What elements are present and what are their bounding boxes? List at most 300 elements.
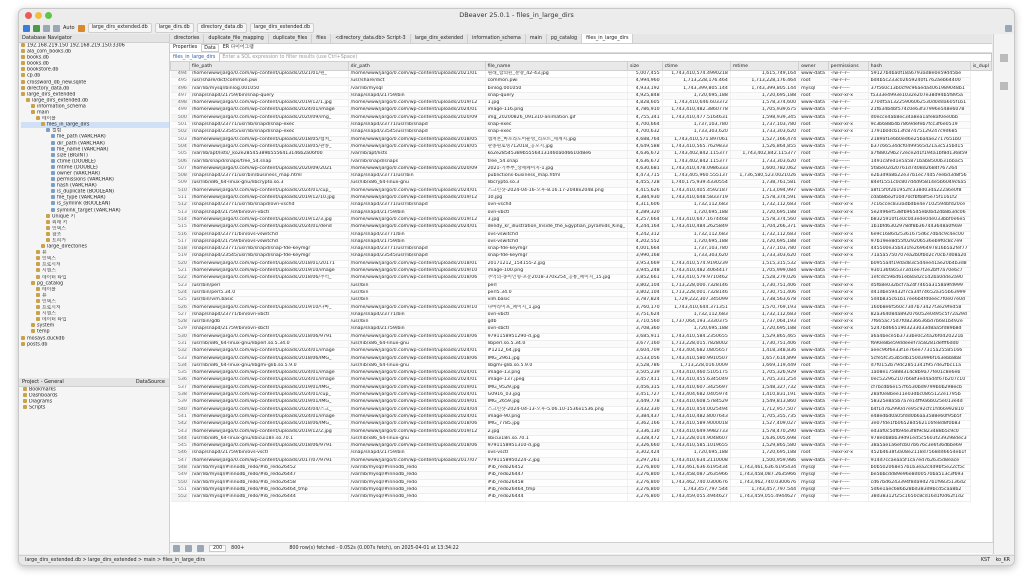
- table-cell[interactable]: 71a5a5750707ea2b0fb02c70cb7d08a20: [868, 253, 970, 260]
- table-cell[interactable]: -rwxr-xr-x: [828, 202, 868, 209]
- table-row[interactable]: [171, 275, 992, 282]
- table-cell[interactable]: -rw-r--r--: [828, 421, 868, 428]
- table-cell[interactable]: -rwxr-xr-x: [828, 289, 868, 296]
- table-cell[interactable]: cd67bd6243394f8da9d27b1f9835136d2: [868, 479, 970, 486]
- table-cell[interactable]: /home/www/jargo/0.com/wp-content/uploads/2024/01: [348, 187, 485, 194]
- table-cell[interactable]: 1,733,303,620: [730, 253, 798, 260]
- table-cell[interactable]: www-data: [799, 224, 829, 231]
- table-cell[interactable]: /home/www/jargo/0.com/wp-content/uploads/2020/09: [348, 165, 485, 172]
- table-cell[interactable]: 1,743,410,482.8007643: [662, 413, 730, 420]
- table-cell[interactable]: /usr/bin/perl5.34.0: [189, 289, 348, 296]
- table-cell[interactable]: 1,743,410,574.9190239: [662, 260, 730, 267]
- table-cell[interactable]: /snap/snapd/21759/bin: [348, 326, 485, 333]
- column-header-file-name[interactable]: file_name: [485, 62, 627, 71]
- table-cell[interactable]: d7f0152b79dc2851341f957de2fbc11a: [868, 362, 970, 369]
- table-cell[interactable]: 59127b4ba0f18a6793ad8e0e59d45be: [868, 71, 970, 78]
- table-cell[interactable]: /home/www/jargo/0.com/wp-content/uploads/2019/10/다마_: [189, 304, 348, 311]
- table-cell[interactable]: 6e9c1686d25361675d6c7db4c9c4ec00: [868, 231, 970, 238]
- table-cell[interactable]: www-data: [799, 348, 829, 355]
- table-cell[interactable]: /snap/snapd/23771/bin/ovs-vswitchd: [189, 231, 348, 238]
- table-cell[interactable]: 1,526,864,855: [730, 143, 798, 150]
- table-cell[interactable]: -rw-r--r--: [828, 136, 868, 143]
- table-cell[interactable]: 9791158951290-d.jpg: [485, 333, 627, 340]
- table-cell[interactable]: 3,297,261: [627, 457, 662, 464]
- table-cell[interactable]: 1,743,410,571.897061: [662, 136, 730, 143]
- table-cell[interactable]: /home/www/jargo/0.com/wp-content/uploads/2019/01/IMG_: [189, 399, 348, 406]
- table-cell[interactable]: /home/www/jargo/0.com/wp-content/uploads/2017/07/9791: [189, 457, 348, 464]
- table-cell[interactable]: 4,630,681: [627, 165, 662, 172]
- table-cell[interactable]: /home/www/jargo/0.com/wp-content/uploads/2024/01/image: [189, 370, 348, 377]
- table-cell[interactable]: www-data: [799, 399, 829, 406]
- table-cell[interactable]: /home/www/jargo/0.com/wp-content/uploads/2024/04: [348, 406, 485, 413]
- table-cell[interactable]: /usr/share/dict/common.pwi: [189, 78, 348, 85]
- table-row[interactable]: [171, 92, 992, 99]
- table-cell[interactable]: /var/lib/apt/lists: [348, 151, 485, 158]
- table-cell[interactable]: www-data: [799, 406, 829, 413]
- table-cell[interactable]: 1,528,279,026: [730, 275, 798, 282]
- table-row[interactable]: [171, 71, 992, 78]
- table-row[interactable]: [171, 377, 992, 384]
- tab-er-diagram[interactable]: ER 다이어그램: [222, 45, 254, 50]
- table-cell[interactable]: #ib_redo26444: [485, 494, 627, 501]
- table-cell[interactable]: -rwxr-xr-x: [828, 311, 868, 318]
- table-cell[interactable]: 1,733,303,620: [730, 158, 798, 165]
- table-cell[interactable]: 1,733,303,620: [730, 129, 798, 136]
- table-cell[interactable]: 1,720,695,188: [662, 92, 730, 99]
- table-cell[interactable]: /home/www/jargo/0.com/wp-content/uploads/2024/01: [348, 413, 485, 420]
- table-cell[interactable]: /home/www/jargo/0.com/wp-content/uploads/2019/12/3.jpg: [189, 216, 348, 223]
- table-cell[interactable]: 1,713,228,014.9048607: [662, 435, 730, 442]
- table-cell[interactable]: /snap/snapd/23771/usr/bin: [348, 173, 485, 180]
- table-cell[interactable]: 2.jpg: [485, 428, 627, 435]
- table-cell[interactable]: /home/www/jargo/0.com/wp-content/uploads/2019/12/2.jpg: [189, 428, 348, 435]
- table-cell[interactable]: /snap/snapd/21759/bin/snap-query: [189, 92, 348, 99]
- search-icon[interactable]: [1005, 25, 1012, 32]
- table-row[interactable]: [171, 392, 992, 399]
- table-cell[interactable]: 1,636,005,698: [730, 435, 798, 442]
- table-cell[interactable]: /snap/snapd/21759/bin/ovs-vswitchd: [189, 238, 348, 245]
- table-cell[interactable]: /var/lib/mysql/#innodb_redo: [348, 486, 485, 493]
- table-cell[interactable]: /snap/snapd/21759/bin/ovn-vbctl: [189, 209, 348, 216]
- table-cell[interactable]: -rw-r-----: [828, 479, 868, 486]
- table-cell[interactable]: 1,743,405,960.555137: [662, 173, 730, 180]
- table-cell[interactable]: /home/www/jargo/0.com/wp-content/uploads/2020/09/2021: [189, 165, 348, 172]
- editor-tab[interactable]: files: [312, 34, 331, 43]
- table-cell[interactable]: a7f88029b272ece2d1f194a1bf8d136859: [868, 151, 970, 158]
- column-header-file-path[interactable]: file_path: [189, 62, 348, 71]
- table-cell[interactable]: 1,410,831,191: [730, 392, 798, 399]
- table-cell[interactable]: /usr/lib/x86_64-linux-gnu/libicui18n.so.70.1: [189, 435, 348, 442]
- table-cell[interactable]: 5cfe5fc353b5db150d3996f163ebb8b8: [868, 355, 970, 362]
- table-cell[interactable]: 1,743,410,579.9710462: [662, 275, 730, 282]
- table-cell[interactable]: root: [799, 129, 829, 136]
- table-cell[interactable]: 1,743,459,055.4944627: [730, 494, 798, 501]
- table-cell[interactable]: 1,732,112,683: [662, 311, 730, 318]
- table-cell[interactable]: -rwxr-xr-x: [828, 253, 868, 260]
- table-row[interactable]: [171, 100, 992, 107]
- table-cell[interactable]: 1,527,166,474: [730, 136, 798, 143]
- table-cell[interactable]: 3,276,800: [627, 494, 662, 501]
- table-cell[interactable]: /home/www/jargo/0.com/wp-content/uploads/2019/10/image: [189, 268, 348, 275]
- table-cell[interactable]: 1b1bfd6302978df8b367443648a0f9a9: [868, 224, 970, 231]
- table-cell[interactable]: f690e8be59ddeeef7a58281defff6dd0: [868, 340, 970, 347]
- table-cell[interactable]: 3,449,778: [627, 399, 662, 406]
- commit-icon[interactable]: [43, 25, 50, 32]
- table-cell[interactable]: 3,276,800: [627, 465, 662, 472]
- table-row[interactable]: [171, 370, 992, 377]
- table-cell[interactable]: 1,738,761,581: [730, 180, 798, 187]
- table-cell[interactable]: mysql: [799, 494, 829, 501]
- table-row[interactable]: [171, 348, 992, 355]
- sql-editor-icon[interactable]: [33, 25, 40, 32]
- refresh-icon[interactable]: [173, 545, 180, 552]
- table-cell[interactable]: 1,743,399,805.144: [730, 85, 798, 92]
- table-cell[interactable]: /home/www/jargo/0.com/wp-content/uploads/2018/06/IMG_: [189, 421, 348, 428]
- table-cell[interactable]: 1,527,409,027: [730, 421, 798, 428]
- table-cell[interactable]: /snap/snapd/23771/bin: [348, 231, 485, 238]
- table-cell[interactable]: snap-fde-keymgr: [485, 253, 627, 260]
- table-cell[interactable]: /snap/snapd/21759/bin: [348, 238, 485, 245]
- table-cell[interactable]: /snap/snapd/23771/usr/lib/snapd/snap-fde-keymgr: [189, 246, 348, 253]
- table-cell[interactable]: 4,001,664: [627, 246, 662, 253]
- table-cell[interactable]: -rw-r--r--: [828, 384, 868, 391]
- table-cell[interactable]: 1,737,103,780: [730, 122, 798, 129]
- table-cell[interactable]: 1,720,695,188: [662, 209, 730, 216]
- table-cell[interactable]: image-137.jpeg: [485, 377, 627, 384]
- table-cell[interactable]: root: [799, 78, 829, 85]
- table-cell[interactable]: 3,533,056: [627, 355, 662, 362]
- table-row[interactable]: [171, 85, 992, 92]
- table-cell[interactable]: 추억의-종이인형-포문2018-370x254_공룡_페이지_15.jpg: [485, 275, 627, 282]
- table-cell[interactable]: -rw-r--r--: [828, 165, 868, 172]
- table-cell[interactable]: -rwxr-xr-x: [828, 92, 868, 99]
- column-header-permissions[interactable]: permissions: [828, 62, 868, 71]
- table-cell[interactable]: 82a364084a892076052e0495c5f72a29d: [868, 311, 970, 318]
- table-cell[interactable]: -rw-r--r--: [828, 428, 868, 435]
- table-cell[interactable]: 1,578,374,591: [730, 195, 798, 202]
- table-cell[interactable]: 3,456,315: [627, 384, 662, 391]
- table-cell[interactable]: -rw-r--r--: [828, 304, 868, 311]
- table-cell[interactable]: /home/www/jargo/0.com/wp-content/uploads/2019/12/1.jpg: [189, 100, 348, 107]
- table-cell[interactable]: ovn-vbctl: [485, 209, 627, 216]
- table-cell[interactable]: -rw-r--r--: [828, 333, 868, 340]
- panels-icon[interactable]: [1000, 54, 1008, 62]
- table-cell[interactable]: /home/www/jargo/0.com/wp-content/uploads/2024/01/cup_: [189, 392, 348, 399]
- table-cell[interactable]: root: [799, 319, 829, 326]
- table-cell[interactable]: www-data: [799, 421, 829, 428]
- table-row[interactable]: [171, 122, 992, 129]
- table-cell[interactable]: 1,740,175,939.4330554: [662, 180, 730, 187]
- table-cell[interactable]: img_20200826_091310-animation.gif: [485, 114, 627, 121]
- table-row[interactable]: [171, 435, 992, 442]
- table-cell[interactable]: www-data: [799, 187, 829, 194]
- table-cell[interactable]: 1,743,410,478.0986333: [662, 165, 730, 172]
- table-row[interactable]: [171, 246, 992, 253]
- table-cell[interactable]: 58325e8a5b7a7e14ff9a6b025e013e4d: [868, 399, 970, 406]
- table-cell[interactable]: /var/lib/mysql/#innodb_redo/#ib_redo26452: [189, 465, 348, 472]
- table-cell[interactable]: -rwxr-xr-x: [828, 122, 868, 129]
- column-header-is-dupl[interactable]: is_dupl: [970, 62, 991, 71]
- table-cell[interactable]: -rwxr-xr-x: [828, 326, 868, 333]
- table-cell[interactable]: f5333e4993e1032e207e38d94b5f895a: [868, 92, 970, 99]
- table-cell[interactable]: 1,743,402,842.115377: [730, 151, 798, 158]
- tree-item[interactable]: [21, 342, 169, 348]
- table-cell[interactable]: /home/www/jargo/0.com/wp-content/uploads/2024/01/cup_: [189, 187, 348, 194]
- tab-properties[interactable]: Properties: [173, 45, 198, 50]
- table-cell[interactable]: /home/www/jargo/0.com/wp-content/uploads/2024/01/image: [189, 413, 348, 420]
- table-cell[interactable]: /snap/snapd/23771/usr/lib/snapd: [348, 122, 485, 129]
- table-row[interactable]: [171, 304, 992, 311]
- table-row[interactable]: [171, 362, 992, 369]
- table-cell[interactable]: /home/www/jargo/0.com/wp-content/uploads/2018/05: [348, 143, 485, 150]
- table-cell[interactable]: /snap/snapd/23771/usr/lib/snapd/snap-exec: [189, 122, 348, 129]
- table-cell[interactable]: cf7bcdb6e157f6530bd9799b0b298ecb: [868, 384, 970, 391]
- table-cell[interactable]: 1,743,410,482.3860778: [662, 107, 730, 114]
- table-cell[interactable]: www-data: [799, 195, 829, 202]
- table-cell[interactable]: 5e2496ef538fb965d5eb0bd2db8b3dc06: [868, 209, 970, 216]
- table-cell[interactable]: 1,732,112,683: [662, 231, 730, 238]
- table-cell[interactable]: root: [799, 158, 829, 165]
- table-cell[interactable]: 1,743,410,607.3425697: [662, 384, 730, 391]
- table-cell[interactable]: 1,743,410,608.5784529: [662, 399, 730, 406]
- maximize-window-button[interactable]: [45, 12, 52, 19]
- table-cell[interactable]: 1,743,461,636.6195434: [730, 465, 798, 472]
- table-cell[interactable]: -rwxr-xr-x: [828, 238, 868, 245]
- table-cell[interactable]: mysql: [799, 479, 829, 486]
- table-row[interactable]: [171, 340, 992, 347]
- table-cell[interactable]: 1,578,374,600: [730, 100, 798, 107]
- table-cell[interactable]: 160b8e6f560c73d7b73427f3e29fed58: [868, 304, 970, 311]
- table-cell[interactable]: 0ec522962107b68f3ed4ad4f67b207c10: [868, 377, 970, 384]
- table-row[interactable]: [171, 289, 992, 296]
- table-cell[interactable]: 930136fa65373d1ee7f2e2bff7a70e6c7: [868, 268, 970, 275]
- table-cell[interactable]: d5fb8e032bcf7a24f7465a3158a9fd999: [868, 282, 970, 289]
- table-cell[interactable]: -rw-r--r--: [828, 114, 868, 121]
- table-row[interactable]: [171, 479, 992, 486]
- table-cell[interactable]: /usr/lib/x86_64-linux-gnu: [348, 435, 485, 442]
- table-cell[interactable]: libcrypto.so.3: [485, 180, 627, 187]
- table-cell[interactable]: root: [799, 238, 829, 245]
- table-row[interactable]: [171, 165, 992, 172]
- table-cell[interactable]: /usr/lib/x86_64-linux-gnu: [348, 340, 485, 347]
- table-cell[interactable]: 1,713,228,015.7828002: [662, 340, 730, 347]
- table-cell[interactable]: 1,418,348,836: [730, 348, 798, 355]
- table-cell[interactable]: /home/www/jargo/0.com/wp-content/uploads/2018/05/캡쳐_: [189, 136, 348, 143]
- table-cell[interactable]: -rw-r--r--: [828, 268, 868, 275]
- table-cell[interactable]: -rwxr-xr-x: [828, 231, 868, 238]
- table-cell[interactable]: 3,852,661: [627, 275, 662, 282]
- table-cell[interactable]: root: [799, 246, 829, 253]
- table-cell[interactable]: 2021-기부부_상세페이지-1.jpg: [485, 165, 627, 172]
- table-cell[interactable]: www-data: [799, 275, 829, 282]
- table-cell[interactable]: -rwxr-xr-x: [828, 129, 868, 136]
- table-cell[interactable]: /home/www/jargo/0.com/wp-content/uploads/2021/01/원_: [189, 71, 348, 78]
- table-cell[interactable]: #ib_redo26447: [485, 472, 627, 479]
- table-cell[interactable]: 1,720,695,188: [662, 238, 730, 245]
- table-cell[interactable]: 1,738,563,678: [730, 297, 798, 304]
- table-cell[interactable]: b4f1d7b2990d7e95c92cfc1fd66992810: [868, 406, 970, 413]
- add-row-icon[interactable]: [197, 545, 204, 552]
- table-cell[interactable]: -rw-r-----: [828, 465, 868, 472]
- table-cell[interactable]: /home/www/jargo/0.com/wp-content/uploads/2019/12: [348, 428, 485, 435]
- table-cell[interactable]: /home/www/jargo/0.com/wp-content/uploads/2018/06: [348, 355, 485, 362]
- table-cell[interactable]: 1,549,813,860: [730, 399, 798, 406]
- table-cell[interactable]: 1,669,119,449: [730, 362, 798, 369]
- table-cell[interactable]: 1,743,410,484.2625849: [662, 224, 730, 231]
- table-cell[interactable]: -rw-r--r--: [828, 406, 868, 413]
- table-cell[interactable]: /home/www/jargo/0.com/wp-content/uploads/2018/06/9791: [189, 443, 348, 450]
- table-cell[interactable]: 1,743,410,477.5164631: [662, 114, 730, 121]
- column-header-hash[interactable]: hash: [868, 62, 970, 71]
- table-cell[interactable]: 1,730,751,406: [730, 282, 798, 289]
- table-row[interactable]: [171, 399, 992, 406]
- table-cell[interactable]: mysql: [799, 465, 829, 472]
- table-cell[interactable]: 270df5a13225906062530d0dda605f1b1: [868, 100, 970, 107]
- table-cell[interactable]: 1,737,064,193.3330375: [662, 319, 730, 326]
- table-cell[interactable]: 1,743,410,482.4064417: [662, 268, 730, 275]
- table-cell[interactable]: image-90.png: [485, 413, 627, 420]
- table-cell[interactable]: image-100.png: [485, 268, 627, 275]
- minimize-window-button[interactable]: [35, 12, 42, 19]
- column-header-owner[interactable]: owner: [799, 62, 829, 71]
- table-cell[interactable]: -rw-r--r--: [828, 392, 868, 399]
- table-cell[interactable]: -rw-r--r--: [828, 355, 868, 362]
- table-cell[interactable]: www-data: [799, 392, 829, 399]
- table-cell[interactable]: -rw-r--r--: [828, 143, 868, 150]
- table-cell[interactable]: 1,737,103,780: [662, 246, 730, 253]
- table-cell[interactable]: snap-exec: [485, 122, 627, 129]
- table-cell[interactable]: /home/www/jargo/0.com/wp-content/uploads/2019/12/10.jpg: [189, 195, 348, 202]
- table-cell[interactable]: -rw-r--r--: [828, 78, 868, 85]
- table-cell[interactable]: 1,600,782,062: [730, 165, 798, 172]
- table-cell[interactable]: common.pwi: [485, 78, 627, 85]
- table-cell[interactable]: -rwxr-xr-x: [828, 282, 868, 289]
- table-cell[interactable]: /home/www/jargo/0.com/wp-content/uploads/2018/05/관종_: [189, 143, 348, 150]
- table-cell[interactable]: 3,432,330: [627, 406, 662, 413]
- table-cell[interactable]: ovn-sbctl: [485, 326, 627, 333]
- table-cell[interactable]: 3,710,560: [627, 319, 662, 326]
- table-cell[interactable]: /snap/snapd/23545/usr/lib/snapd/snap-fde-keymgr: [189, 253, 348, 260]
- table-cell[interactable]: b0955a4f19dad83c5d4ee41ae20b4b3d8: [868, 260, 970, 267]
- table-cell[interactable]: www-data: [799, 216, 829, 223]
- table-cell[interactable]: 3,326,660: [627, 443, 662, 450]
- table-cell[interactable]: 1,743,410,574.4990218: [662, 71, 730, 78]
- table-cell[interactable]: -rw-r--r--: [828, 362, 868, 369]
- table-cell[interactable]: 1,705,355,735: [730, 413, 798, 420]
- table-cell[interactable]: e48edbd0a05fdd0b6aa3588e60f95b5f: [868, 413, 970, 420]
- table-cell[interactable]: 3,802,104: [627, 282, 662, 289]
- table-cell[interactable]: /usr/bin: [348, 297, 485, 304]
- table-row[interactable]: [171, 443, 992, 450]
- table-cell[interactable]: 38a5ae1a6efcb07b676c3e6f36dbbe69: [868, 443, 970, 450]
- table-cell[interactable]: /home/www/jargo/0.com/wp-content/uploads/2020/09: [348, 114, 485, 121]
- table-cell[interactable]: snap-query: [485, 92, 627, 99]
- table-cell[interactable]: 1,743,459,055.4944627: [662, 494, 730, 501]
- table-cell[interactable]: root: [799, 253, 829, 260]
- table-cell[interactable]: root: [799, 289, 829, 296]
- table-cell[interactable]: /home/www/jargo/0.com/wp-content/uploads/2024/01: [348, 392, 485, 399]
- table-cell[interactable]: G0916_03.jpg: [485, 392, 627, 399]
- table-cell[interactable]: 3,787,824: [627, 297, 662, 304]
- table-cell[interactable]: a6a4bece5b3733be0c24a26f0d20221b: [868, 333, 970, 340]
- table-cell[interactable]: /home/www/jargo/0.com/wp-content/uploads/2024/04/스크_: [189, 406, 348, 413]
- table-row[interactable]: [171, 180, 992, 187]
- table-cell[interactable]: -rw-r--r--: [828, 457, 868, 464]
- table-cell[interactable]: 관종원로빙712018_공모지.jpg: [485, 143, 627, 150]
- table-cell[interactable]: 1,720,695,188: [730, 209, 798, 216]
- table-cell[interactable]: e2b3d9a8b22e37b1ec74d57eebd3d8f56: [868, 173, 970, 180]
- table-row[interactable]: [171, 297, 992, 304]
- table-cell[interactable]: 5,007,455: [627, 71, 662, 78]
- table-cell[interactable]: -rwxr-xr-x: [828, 319, 868, 326]
- table-row[interactable]: [171, 319, 992, 326]
- table-cell[interactable]: 3,505,239: [627, 370, 662, 377]
- table-cell[interactable]: /usr/lib/x86_64-linux-gnu/libgmi-glib.so.5.9.0: [189, 362, 348, 369]
- table-cell[interactable]: www-data: [799, 136, 829, 143]
- table-cell[interactable]: dendy_kr_illustration_Inside_the_Egyptian_pyramids_King_: [485, 224, 627, 231]
- table-cell[interactable]: 1,736,580,523.0021026: [730, 173, 798, 180]
- table-cell[interactable]: root: [799, 122, 829, 129]
- table-cell[interactable]: -rw-r--r--: [828, 100, 868, 107]
- table-row[interactable]: [171, 151, 992, 158]
- table-cell[interactable]: 3,302,424: [627, 450, 662, 457]
- table-cell[interactable]: 21fb34b4bf574c0e63f37996e548e6078: [868, 107, 970, 114]
- table-cell[interactable]: root: [799, 362, 829, 369]
- table-cell[interactable]: /var/lib/mysql/#innodb_redo: [348, 465, 485, 472]
- table-cell[interactable]: aeec96f6e33f1e76ee77315a25585166: [868, 348, 970, 355]
- table-cell[interactable]: snap-fde-keymgr: [485, 246, 627, 253]
- table-cell[interactable]: 4,925,848: [627, 92, 662, 99]
- table-cell[interactable]: perl: [485, 282, 627, 289]
- table-cell[interactable]: 1,737,103,780: [662, 122, 730, 129]
- table-cell[interactable]: 7c16ccec833adbdbe4e7102594bfd20ce: [868, 202, 970, 209]
- table-row[interactable]: [171, 450, 992, 457]
- table-cell[interactable]: /usr/lib/x86_64-linux-gnu: [348, 362, 485, 369]
- column-header-size[interactable]: size: [627, 62, 662, 71]
- table-cell[interactable]: 5247bd6651903233033d8aa5fd89b8d: [868, 326, 970, 333]
- table-cell[interactable]: 원래_합의된_분양_42-43.jpg: [485, 71, 627, 78]
- table-cell[interactable]: 1,720,695,188: [730, 450, 798, 457]
- table-cell[interactable]: 1,743,404,682.0405974: [662, 392, 730, 399]
- table-cell[interactable]: 1,743,461,636.6195434: [662, 465, 730, 472]
- table-cell[interactable]: www-data: [799, 165, 829, 172]
- table-cell[interactable]: 4,636,672: [627, 158, 662, 165]
- table-cell[interactable]: tree_54.snap: [485, 158, 627, 165]
- table-cell[interactable]: -rw-r--r--: [828, 435, 868, 442]
- table-row[interactable]: [171, 202, 992, 209]
- table-cell[interactable]: /home/www/jargo/0.com/wp-content/uploads/2019/01: [348, 384, 485, 391]
- table-cell[interactable]: -rw-------: [828, 158, 868, 165]
- table-row[interactable]: [171, 465, 992, 472]
- table-cell[interactable]: bd4b5c233c02659240f1762aeb64400: [868, 78, 970, 85]
- project-item[interactable]: [23, 405, 169, 411]
- table-cell[interactable]: /home/www/jargo/0.com/wp-content/uploads/2018/06: [348, 275, 485, 282]
- column-header-dir-path[interactable]: dir_path: [348, 62, 485, 71]
- table-cell[interactable]: 3,953,669: [627, 260, 662, 267]
- table-row[interactable]: [171, 231, 992, 238]
- table-cell[interactable]: 4,700,664: [627, 122, 662, 129]
- table-cell[interactable]: 1,733,303,620: [662, 253, 730, 260]
- table-cell[interactable]: 1,713,228,176.464: [730, 78, 798, 85]
- table-cell[interactable]: 3,457,411: [627, 377, 662, 384]
- table-cell[interactable]: -rw-r--r--: [828, 187, 868, 194]
- table-cell[interactable]: 3,751,624: [627, 311, 662, 318]
- table-cell[interactable]: 1,743,462,740.0300676: [662, 479, 730, 486]
- table-cell[interactable]: /home/www/jargo/0.com/wp-content/uploads/2019/12: [348, 100, 485, 107]
- table-cell[interactable]: 1,705,939,675: [730, 107, 798, 114]
- table-cell[interactable]: d41dbe59432f7ca34f74652a355b63999: [868, 289, 970, 296]
- table-cell[interactable]: 1,743,410,565.7629833: [662, 143, 730, 150]
